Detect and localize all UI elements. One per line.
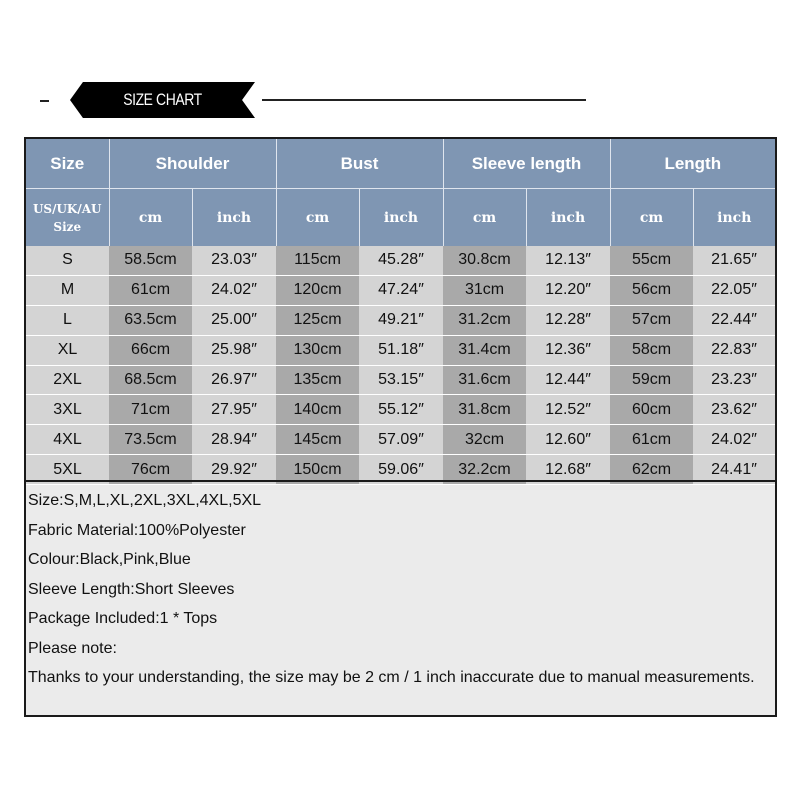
cm-cell: 56cm — [610, 275, 693, 305]
size-cell: 2XL — [26, 365, 109, 395]
cm-cell: 32cm — [443, 425, 526, 455]
cm-cell: 58cm — [610, 335, 693, 365]
info-line: Colour:Black,Pink,Blue — [28, 551, 191, 568]
table-unit-header — [26, 189, 775, 247]
size-table — [26, 139, 775, 485]
inch-cell: 24.41″ — [693, 455, 775, 485]
inch-cell: 12.13″ — [526, 246, 610, 275]
inch-cell: 26.97″ — [192, 365, 276, 395]
inch-cell: 45.28″ — [359, 246, 443, 275]
unit-header-inch: inch — [192, 189, 276, 247]
cm-cell: 125cm — [276, 305, 359, 335]
table-row — [26, 365, 775, 395]
inch-cell: 12.68″ — [526, 455, 610, 485]
size-label-line1: US/UK/AU — [32, 201, 102, 216]
inch-cell: 53.15″ — [359, 365, 443, 395]
header-dash — [40, 100, 49, 102]
inch-cell: 22.44″ — [693, 305, 775, 335]
inch-cell: 59.06″ — [359, 455, 443, 485]
group-header-bust: Bust — [276, 139, 443, 189]
inch-cell: 23.23″ — [693, 365, 775, 395]
inch-cell: 49.21″ — [359, 305, 443, 335]
unit-header-inch: inch — [526, 189, 610, 247]
table-row — [26, 246, 775, 275]
inch-cell: 47.24″ — [359, 275, 443, 305]
table-group-header — [26, 139, 775, 189]
cm-cell: 31.4cm — [443, 335, 526, 365]
cm-cell: 135cm — [276, 365, 359, 395]
inch-cell: 51.18″ — [359, 335, 443, 365]
info-line: Sleeve Length:Short Sleeves — [28, 580, 235, 598]
cm-cell: 31.2cm — [443, 305, 526, 335]
info-line: Fabric Material:100%Polyester — [28, 521, 246, 539]
cm-cell: 71cm — [109, 395, 192, 425]
cm-cell: 66cm — [109, 335, 192, 365]
inch-cell: 25.98″ — [192, 335, 276, 365]
cm-cell: 63.5cm — [109, 305, 192, 335]
cm-cell: 150cm — [276, 455, 359, 485]
cm-cell: 62cm — [610, 455, 693, 485]
size-cell: 3XL — [26, 395, 109, 425]
size-cell: XL — [26, 335, 109, 365]
cm-cell: 73.5cm — [109, 425, 192, 455]
cm-cell: 59cm — [610, 365, 693, 395]
cm-cell: 31cm — [443, 275, 526, 305]
cm-cell: 61cm — [109, 275, 192, 305]
size-cell: M — [26, 275, 109, 305]
cm-cell: 68.5cm — [109, 365, 192, 395]
product-info — [28, 486, 773, 693]
table-row — [26, 275, 775, 305]
inch-cell: 12.52″ — [526, 395, 610, 425]
table-row — [26, 395, 775, 425]
inch-cell: 23.62″ — [693, 395, 775, 425]
unit-header-cm: cm — [610, 189, 693, 247]
size-cell: 4XL — [26, 425, 109, 455]
group-header-shoulder: Shoulder — [109, 139, 276, 189]
cm-cell: 145cm — [276, 425, 359, 455]
inch-cell: 29.92″ — [192, 455, 276, 485]
cm-cell: 60cm — [610, 395, 693, 425]
info-line: Package Included:1 * Tops — [28, 610, 218, 627]
unit-header-cm: cm — [276, 189, 359, 247]
size-cell: L — [26, 305, 109, 335]
info-line: Size:S,M,L,XL,2XL,3XL,4XL,5XL — [28, 492, 262, 509]
cm-cell: 115cm — [276, 246, 359, 275]
inch-cell: 22.05″ — [693, 275, 775, 305]
info-line: Please note: — [28, 639, 117, 657]
unit-header-cm: cm — [109, 189, 192, 247]
unit-header-cm: cm — [443, 189, 526, 247]
page-title: SIZE CHART — [123, 90, 202, 109]
inch-cell: 12.60″ — [526, 425, 610, 455]
cm-cell: 140cm — [276, 395, 359, 425]
unit-header-size — [26, 189, 109, 247]
cm-cell: 58.5cm — [109, 246, 192, 275]
group-header-size: Size — [26, 139, 109, 189]
cm-cell: 76cm — [109, 455, 192, 485]
inch-cell: 57.09″ — [359, 425, 443, 455]
unit-header-inch: inch — [693, 189, 775, 247]
table-body — [26, 246, 775, 485]
cm-cell: 32.2cm — [443, 455, 526, 485]
inch-cell: 24.02″ — [192, 275, 276, 305]
cm-cell: 55cm — [610, 246, 693, 275]
cm-cell: 31.6cm — [443, 365, 526, 395]
inch-cell: 28.94″ — [192, 425, 276, 455]
inch-cell: 24.02″ — [693, 425, 775, 455]
inch-cell: 12.20″ — [526, 275, 610, 305]
group-header-length: Length — [610, 139, 775, 189]
size-cell: 5XL — [26, 455, 109, 485]
cm-cell: 120cm — [276, 275, 359, 305]
cm-cell: 130cm — [276, 335, 359, 365]
cm-cell: 31.8cm — [443, 395, 526, 425]
inch-cell: 21.65″ — [693, 246, 775, 275]
inch-cell: 12.44″ — [526, 365, 610, 395]
inch-cell: 23.03″ — [192, 246, 276, 275]
inch-cell: 12.36″ — [526, 335, 610, 365]
inch-cell: 55.12″ — [359, 395, 443, 425]
header-rule — [262, 99, 586, 101]
unit-header-inch: inch — [359, 189, 443, 247]
inch-cell: 12.28″ — [526, 305, 610, 335]
table-row — [26, 335, 775, 365]
info-line: Thanks to your understanding, the size may be 2 cm / 1 inch inaccurate due to manual measurements. — [28, 669, 755, 686]
table-row — [26, 305, 775, 335]
cm-cell: 57cm — [610, 305, 693, 335]
inch-cell: 22.83″ — [693, 335, 775, 365]
inch-cell: 27.95″ — [192, 395, 276, 425]
inch-cell: 25.00″ — [192, 305, 276, 335]
info-divider — [26, 480, 775, 482]
table-row — [26, 425, 775, 455]
group-header-sleeve-length: Sleeve length — [443, 139, 610, 189]
cm-cell: 61cm — [610, 425, 693, 455]
size-label-line2: Size — [53, 219, 82, 234]
size-cell: S — [26, 246, 109, 275]
cm-cell: 30.8cm — [443, 246, 526, 275]
